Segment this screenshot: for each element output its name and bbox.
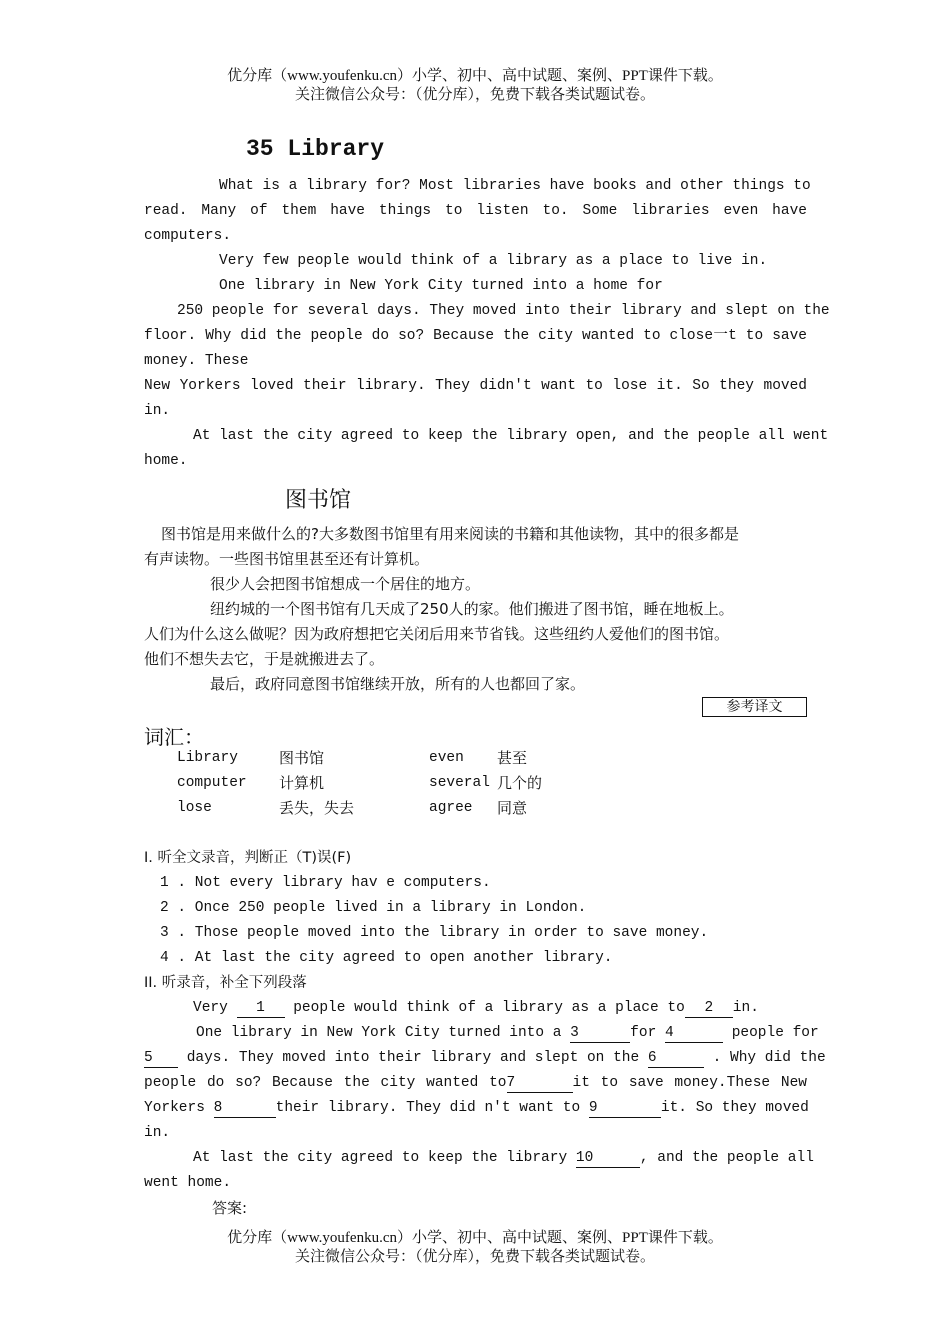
cloze-line: people do so? Because the city wanted to7 it to save money.These New <box>144 1075 807 1091</box>
exercise-item: 1 . Not every library hav e computers. <box>160 875 491 891</box>
vocab-meaning: 同意 <box>497 799 528 817</box>
reference-translation-button[interactable]: 参考译文 <box>702 697 807 717</box>
vocab-row <box>177 796 597 821</box>
vocabulary-heading: 词汇： <box>144 725 204 749</box>
cloze-line: Very 1 people would think of a library as a place to 2 in. <box>193 1000 759 1016</box>
vocab-meaning: 甚至 <box>497 749 528 767</box>
footer-line-2: 关注微信公众号：（优分库），免费下载各类试题试卷。 <box>294 1249 655 1265</box>
exercise-1 <box>144 846 807 971</box>
vocab-word: several <box>429 775 490 791</box>
vocab-row <box>177 746 597 771</box>
translation-line: 图书馆是用来做什么的?大多数图书馆里有用来阅读的书籍和其他读物，其中的很多都是 <box>161 525 739 543</box>
exercise-item: 3 . Those people moved into the library in order to save money. <box>160 925 709 941</box>
text-line: At last the city agreed to keep the library open, and the people all went <box>193 428 829 444</box>
footer-line-1: 优分库（www.youfenku.cn）小学、初中、高中试题、案例、PPT课件下载。 <box>227 1230 723 1246</box>
vocab-meaning: 几个的 <box>497 774 543 792</box>
text-line: floor. Why did the people do so? Because the city wanted to close一t to save <box>144 328 807 344</box>
exercise-2-heading: II. 听录音，补全下列段落 <box>144 975 307 991</box>
text-line: 250 people for several days. They moved into their library and slept on the <box>177 303 830 319</box>
text-line: home. <box>144 453 188 469</box>
blank-7[interactable]: 7 <box>507 1074 573 1093</box>
translation-line: 最后，政府同意图书馆继续开放，所有的人也都回了家。 <box>210 675 586 693</box>
blank-4[interactable]: 4 <box>665 1024 723 1043</box>
text-line: New Yorkers loved their library. They didn't want to lose it. So they moved <box>144 378 807 394</box>
text-line: in. <box>144 403 171 419</box>
cloze-line: went home. <box>144 1175 232 1191</box>
vocab-meaning: 丢失，失去 <box>279 799 355 817</box>
blank-3[interactable]: 3 <box>570 1024 630 1043</box>
header-line-1: 优分库（www.youfenku.cn）小学、初中、高中试题、案例、PPT课件下载。 <box>227 68 723 84</box>
blank-1[interactable]: 1 <box>237 999 285 1018</box>
vocab-word: Library <box>177 750 238 766</box>
exercise-2 <box>144 971 826 1221</box>
text-line: Very few people would think of a library as a place to live in. <box>219 253 768 269</box>
cloze-line: 5 days. They moved into their library and slept on the 6 . Why did the <box>144 1050 826 1066</box>
blank-6[interactable]: 6 <box>648 1049 704 1068</box>
translation-line: 有声读物。一些图书馆里甚至还有计算机。 <box>144 550 430 568</box>
vocab-word: lose <box>177 800 212 816</box>
vocab-row <box>177 771 597 796</box>
vocab-word: even <box>429 750 464 766</box>
translation-title: 图书馆 <box>285 488 352 513</box>
text-line: read. Many of them have things to listen to. Some libraries even have <box>144 203 807 219</box>
lesson-text <box>144 174 830 474</box>
header-line-2: 关注微信公众号：（优分库），免费下载各类试题试卷。 <box>294 87 655 103</box>
blank-2[interactable]: 2 <box>685 999 733 1018</box>
lesson-title: 35 Library <box>246 136 385 162</box>
blank-5[interactable]: 5 <box>144 1049 178 1068</box>
text-line: One library in New York City turned into a home for <box>219 278 663 294</box>
exercise-item: 2 . Once 250 people lived in a library in London. <box>160 900 587 916</box>
vocab-word: computer <box>177 775 247 791</box>
blank-9[interactable]: 9 <box>589 1099 661 1118</box>
exercise-item: 4 . At last the city agreed to open another library. <box>160 950 613 966</box>
cloze-line: in. <box>144 1125 171 1141</box>
translation-line: 纽约城的一个图书馆有几天成了250人的家。他们搬进了图书馆，睡在地板上。 <box>210 600 734 618</box>
blank-10[interactable]: 10 <box>576 1149 640 1168</box>
cloze-line: At last the city agreed to keep the library 10 , and the people all <box>193 1150 814 1166</box>
text-line: money. These <box>144 353 249 369</box>
translation-line: 人们为什么这么做呢？因为政府想把它关闭后用来节省钱。这些纽约人爱他们的图书馆。 <box>144 625 730 643</box>
translation-line: 他们不想失去它，于是就搬进去了。 <box>144 650 385 668</box>
text-line: What is a library for? Most libraries have books and other things to <box>219 178 811 194</box>
vocab-word: agree <box>429 800 473 816</box>
vocabulary-table <box>177 746 597 821</box>
translation-line: 很少人会把图书馆想成一个居住的地方。 <box>210 575 481 593</box>
answer-label: 答案: <box>212 1199 248 1217</box>
translation-text <box>144 522 807 697</box>
vocab-meaning: 图书馆 <box>279 749 325 767</box>
exercise-1-heading: I. 听全文录音，判断正（T)误(F) <box>144 850 352 866</box>
blank-8[interactable]: 8 <box>214 1099 276 1118</box>
text-line: computers. <box>144 228 232 244</box>
cloze-line: One library in New York City turned into a 3 for 4 people for <box>196 1025 819 1041</box>
cloze-line: Yorkers 8 their library. They did n't want to 9 it. So they moved <box>144 1100 809 1116</box>
vocab-meaning: 计算机 <box>279 774 325 792</box>
